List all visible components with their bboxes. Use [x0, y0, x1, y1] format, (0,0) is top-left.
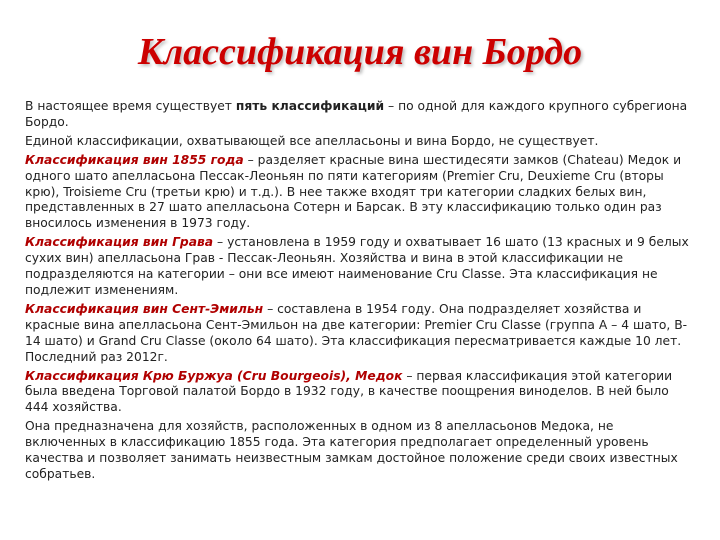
slide-body [25, 99, 693, 486]
paragraph-intro-before: В настоящее время существует [25, 99, 236, 113]
paragraph-intro [25, 99, 693, 131]
text-1855: – разделяет красные вина шестидесяти замков (Chateau) Медок и одного шато апелласьона Пессак-Леоньян по пяти категориям (Premier Cru, Deuxieme Cru (вторы крю), Troisieme Cru (третьи крю) и т.д.). В нее также входят три категории сладких белых вин, представленных в 27 шато апелласьона Сотерн и Барсак. В эту классификацию только один раз вносилось изменения в 1973 году. [25, 152, 682, 231]
paragraph-cru-bourgeois [25, 369, 693, 417]
paragraph-1855 [25, 153, 693, 233]
heading-cru-bourgeois: Классификация Крю Буржуа (Cru Bourgeois), Медок [25, 368, 403, 383]
text-graves: – установлена в 1959 году и охватывает 16 шато (13 красных и 9 белых сухих вин) апелласьона Грав - Пессак-Леоньян. Хозяйства и вина в этой классификации не подразделяются на категории – они все имеют наименование Cru Classe. Эта классификация не подлежит изменениям. [25, 235, 689, 297]
heading-graves: Классификация вин Грава [25, 235, 214, 250]
heading-1855: Классификация вин 1855 года [25, 152, 244, 167]
paragraph-intro-emphasis: пять классификаций [235, 99, 385, 113]
paragraph-medoc-purpose: Она предназначена для хозяйств, расположенных в одном из 8 апелласьонов Медока, не включенных в классификацию 1855 года. Эта категория предполагает определенный уровень качества и позволяет занимать неизвестным замкам достойное положение среди своих известных собратьев. [25, 419, 678, 481]
slide-title: Классификация вин Бордо [137, 31, 583, 73]
paragraph-graves [25, 235, 693, 299]
paragraph-intro-after: – по одной для каждого крупного субрегиона Бордо. [25, 99, 688, 129]
text-cru-bourgeois: – первая классификация этой категории была введена Торговой палатой Бордо в 1932 году, в качестве поощрения виноделов. В ней было 444 хозяйства. [25, 368, 673, 415]
heading-saint-emilion: Классификация вин Сент-Эмильн [25, 301, 264, 316]
paragraph-no-unified: Единой классификации, охватывающей все апелласьоны и вина Бордо, не существует. [25, 133, 599, 148]
paragraph-saint-emilion [25, 302, 693, 366]
text-saint-emilion: – составлена в 1954 году. Она подразделяет хозяйства и красные вина апелласьона Сент-Эмильон на две категории: Premier Cru Classe (группа А – 4 шато, В- 14 шато) и Grand Cru Classe (около 64 шато). Эта классификация пересматривается каждые 10 лет. Последний раз 2012г. [25, 301, 688, 364]
